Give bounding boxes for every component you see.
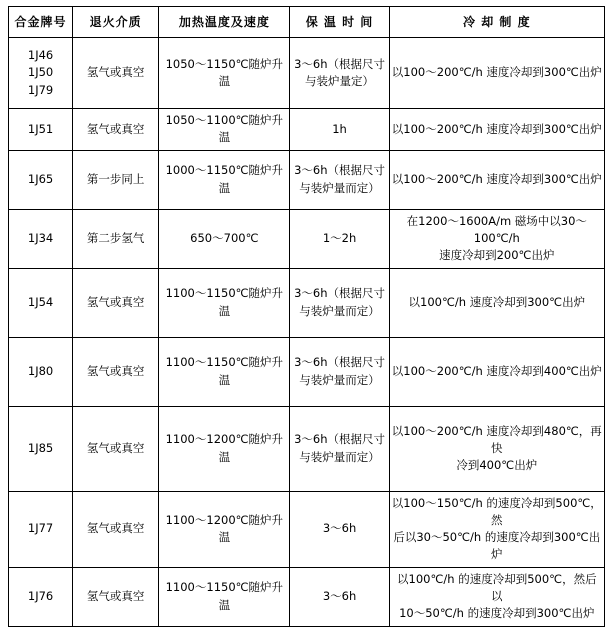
cell-medium: 氢气或真空 xyxy=(73,406,159,491)
column-header-grade: 合金牌号 xyxy=(9,7,73,38)
table-row xyxy=(9,209,605,268)
column-header-temperature: 加热温度及速度 xyxy=(159,7,290,38)
column-header-medium: 退火介质 xyxy=(73,7,159,38)
cell-holding-time: 3～6h（根据尺寸 与装炉量而定） xyxy=(290,406,389,491)
column-header-holding-time: 保 温 时 间 xyxy=(290,7,389,38)
cell-cooling: 以100℃/h 速度冷却到300℃出炉 xyxy=(389,268,604,337)
cell-temperature: 1100～1200℃随炉升温 xyxy=(159,491,290,567)
cell-holding-time: 3～6h（根据尺寸 与装炉量而定） xyxy=(290,268,389,337)
cell-grade: 1J51 xyxy=(9,109,73,151)
table-row xyxy=(9,491,605,567)
cell-holding-time: 3～6h（根据尺寸 与装炉量而定） xyxy=(290,337,389,406)
column-header-cooling: 冷 却 制 度 xyxy=(389,7,604,38)
cell-medium: 氢气或真空 xyxy=(73,268,159,337)
cell-cooling: 以100℃/h 的速度冷却到500℃，然后以 10～50℃/h 的速度冷却到300℃出炉 xyxy=(389,567,604,626)
cell-cooling: 以100～200℃/h 速度冷却到300℃出炉 xyxy=(389,150,604,209)
cell-medium: 氢气或真空 xyxy=(73,337,159,406)
cell-temperature: 1050～1150℃随炉升温 xyxy=(159,38,290,109)
cell-grade: 1J77 xyxy=(9,491,73,567)
cell-grade: 1J46 1J50 1J79 xyxy=(9,38,73,109)
cell-holding-time: 3～6h xyxy=(290,491,389,567)
document-page xyxy=(0,6,613,621)
cell-grade: 1J54 xyxy=(9,268,73,337)
cell-holding-time: 3～6h（根据尺寸 与装炉量而定） xyxy=(290,150,389,209)
cell-temperature: 1000～1150℃随炉升温 xyxy=(159,150,290,209)
table-row xyxy=(9,109,605,151)
table-row xyxy=(9,406,605,491)
cell-cooling: 以100～200℃/h 速度冷却到480℃，再快 冷到400℃出炉 xyxy=(389,406,604,491)
cell-medium: 氢气或真空 xyxy=(73,491,159,567)
annealing-spec-table xyxy=(8,6,605,627)
cell-cooling: 以100～200℃/h 速度冷却到300℃出炉 xyxy=(389,109,604,151)
cell-temperature: 650～700℃ xyxy=(159,209,290,268)
cell-medium: 氢气或真空 xyxy=(73,109,159,151)
cell-medium: 氢气或真空 xyxy=(73,38,159,109)
cell-grade: 1J80 xyxy=(9,337,73,406)
cell-temperature: 1100～1150℃随炉升温 xyxy=(159,337,290,406)
cell-temperature: 1100～1150℃随炉升温 xyxy=(159,268,290,337)
cell-grade: 1J34 xyxy=(9,209,73,268)
cell-medium: 第一步同上 xyxy=(73,150,159,209)
cell-cooling: 在1200～1600A/m 磁场中以30～100℃/h 速度冷却到200℃出炉 xyxy=(389,209,604,268)
cell-cooling: 以100～200℃/h 速度冷却到300℃出炉 xyxy=(389,38,604,109)
cell-cooling: 以100～200℃/h 速度冷却到400℃出炉 xyxy=(389,337,604,406)
table-row xyxy=(9,268,605,337)
cell-medium: 第二步氢气 xyxy=(73,209,159,268)
table-row xyxy=(9,150,605,209)
table-row xyxy=(9,38,605,109)
cell-grade: 1J85 xyxy=(9,406,73,491)
cell-holding-time: 1～2h xyxy=(290,209,389,268)
cell-grade: 1J76 xyxy=(9,567,73,626)
cell-holding-time: 3～6h xyxy=(290,567,389,626)
cell-grade: 1J65 xyxy=(9,150,73,209)
cell-temperature: 1100～1200℃随炉升温 xyxy=(159,406,290,491)
cell-holding-time: 1h xyxy=(290,109,389,151)
cell-holding-time: 3～6h（根据尺寸 与装炉量定） xyxy=(290,38,389,109)
cell-cooling: 以100～150℃/h 的速度冷却到500℃，然 后以30～50℃/h 的速度冷却到300℃出炉 xyxy=(389,491,604,567)
cell-medium: 氢气或真空 xyxy=(73,567,159,626)
table-header-row xyxy=(9,7,605,38)
cell-temperature: 1050～1100℃随炉升温 xyxy=(159,109,290,151)
table-row xyxy=(9,337,605,406)
cell-temperature: 1100～1150℃随炉升温 xyxy=(159,567,290,626)
